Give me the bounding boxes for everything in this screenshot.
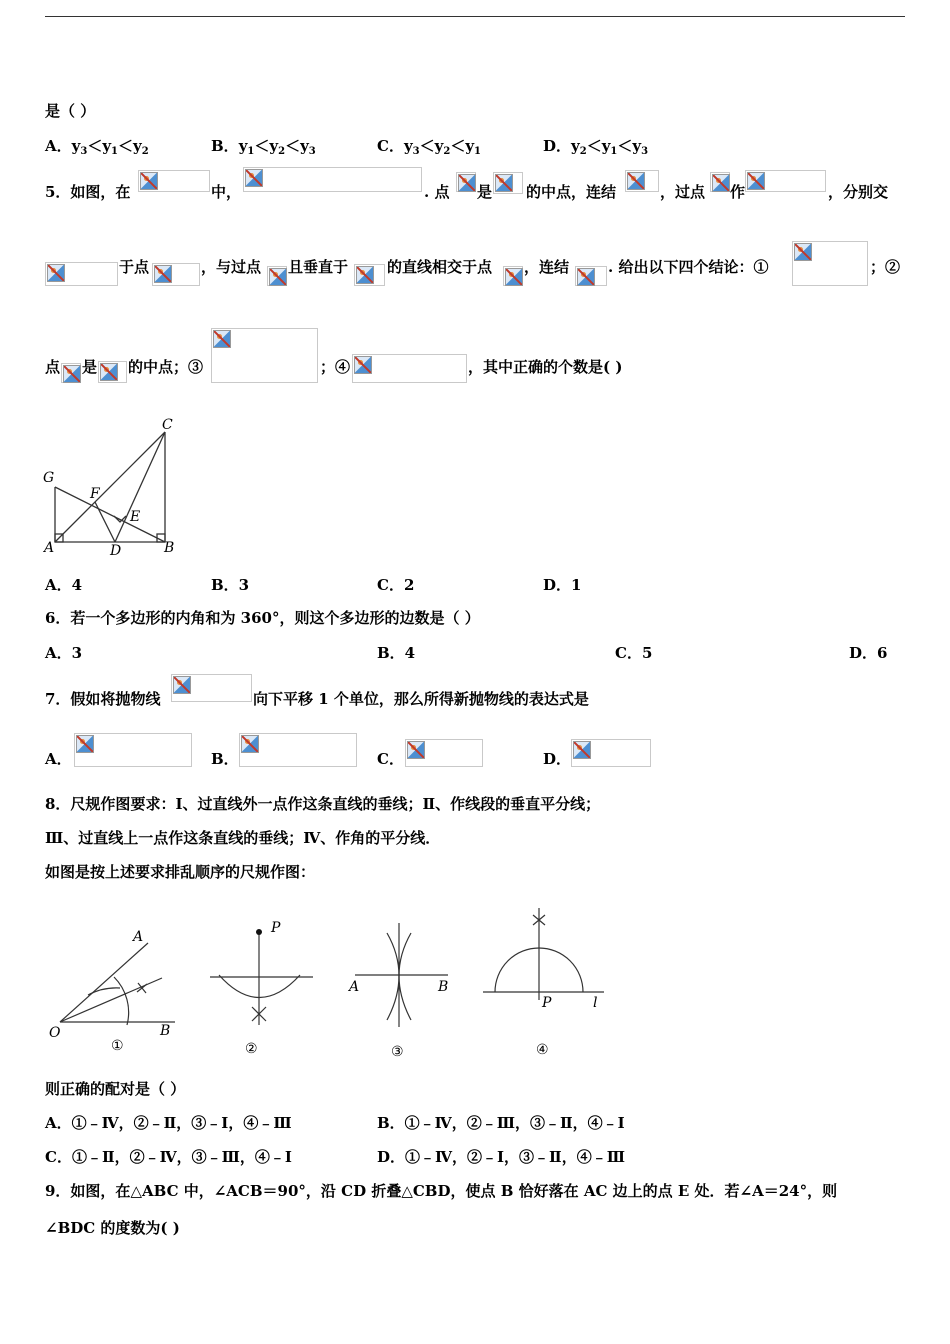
q4-option-a: A．$y_3<y_1<y_2$	[45, 137, 149, 157]
q5-text-17: 是	[82, 358, 98, 376]
broken-image-icon	[98, 361, 127, 383]
fig2-number: ②	[245, 1041, 258, 1057]
q5-geometry-figure	[40, 412, 190, 562]
q7-option-b: B．	[211, 750, 239, 768]
q5-text-4: 是	[477, 183, 493, 201]
fig-label-c: C	[162, 417, 173, 433]
q5-option-b: B．3	[211, 576, 250, 594]
q5-text-20: ，其中正确的个数是( )	[468, 358, 623, 376]
q5-text-16: 点	[45, 358, 61, 376]
fig1-label-a: A	[133, 929, 144, 945]
q5-text-15: ；②	[870, 258, 901, 276]
q5-text-3: . 点	[424, 183, 450, 201]
q5-option-c: C．2	[377, 576, 415, 594]
broken-image-icon	[571, 739, 651, 767]
q8-intro: 如图是按上述要求排乱顺序的尺规作图：	[45, 863, 316, 881]
fig-label-g: G	[43, 470, 55, 486]
q8-figure-3	[345, 915, 460, 1065]
q6-option-c: C．5	[615, 644, 653, 662]
broken-image-icon	[152, 263, 200, 286]
fig3-label-b: B	[438, 979, 449, 995]
broken-image-icon	[211, 328, 318, 383]
q9-question-2: ∠BDC 的度数为( )	[45, 1219, 180, 1237]
q5-text-19: ；④	[320, 358, 351, 376]
q5-option-d: D．1	[543, 576, 582, 594]
broken-image-icon	[405, 739, 483, 767]
fig1-label-o: O	[49, 1025, 61, 1041]
q4-option-d: D．$y_2<y_1<y_3$	[543, 137, 649, 157]
q7-option-d: D．	[543, 750, 572, 768]
broken-image-icon	[138, 170, 210, 192]
q5-text-13: ，连结	[524, 258, 570, 276]
q8-figure-2	[205, 915, 320, 1060]
q7-text-2: 向下平移 1 个单位，那么所得新抛物线的表达式是	[253, 690, 589, 708]
fig4-number: ④	[536, 1042, 549, 1058]
fig-label-a: A	[44, 540, 55, 556]
q5-option-a: A．4	[45, 576, 83, 594]
q6-option-b: B．4	[377, 644, 416, 662]
q5-text-6: ，过点	[660, 183, 706, 201]
q5-text-11: 且垂直于	[288, 258, 349, 276]
q4-option-c: C．$y_3<y_2<y_1$	[377, 137, 482, 157]
broken-image-icon	[45, 262, 118, 286]
broken-image-icon	[493, 172, 523, 194]
fig4-label-p: P	[542, 995, 552, 1011]
q7-text-1: 7．假如将抛物线	[45, 690, 161, 708]
fig4-label-l: l	[593, 995, 598, 1011]
q4-question-tail: 是（ ）	[45, 102, 96, 120]
fig1-label-b: B	[160, 1023, 171, 1039]
fig-label-e: E	[130, 509, 141, 525]
fig3-number: ③	[391, 1044, 404, 1060]
q8-question: 则正确的配对是（ ）	[45, 1080, 186, 1098]
broken-image-icon	[354, 264, 385, 286]
q5-text-10: ，与过点	[201, 258, 262, 276]
q8-requirements-1: 8．尺规作图要求：Ⅰ、过直线外一点作这条直线的垂线；Ⅱ、作线段的垂直平分线；	[45, 795, 601, 813]
broken-image-icon	[243, 167, 422, 192]
fig3-label-a: A	[349, 979, 360, 995]
broken-image-icon	[352, 354, 467, 383]
q8-option-a: A．①﹣Ⅳ，②﹣Ⅱ，③﹣Ⅰ，④﹣Ⅲ	[45, 1114, 292, 1132]
broken-image-icon	[267, 266, 287, 286]
fig1-number: ①	[111, 1038, 124, 1054]
q4-option-b: B．$y_1<y_2<y_3$	[211, 137, 316, 157]
broken-image-icon	[625, 170, 659, 192]
broken-image-icon	[710, 172, 730, 192]
q9-question-1: 9．如图，在△ABC 中，∠ACB＝90°，沿 CD 折叠△CBD，使点 B 恰好落在 AC 边上的点 E 处．若∠A＝24°，则	[45, 1182, 838, 1200]
q8-option-b: B．①﹣Ⅳ，②﹣Ⅲ，③﹣Ⅱ，④﹣Ⅰ	[377, 1114, 625, 1132]
broken-image-icon	[792, 241, 868, 286]
q8-requirements-2: Ⅲ、过直线上一点作这条直线的垂线；Ⅳ、作角的平分线．	[45, 829, 441, 847]
q5-text-14: . 给出以下四个结论：①	[608, 258, 769, 276]
q5-text-2: 中，	[211, 183, 242, 201]
q7-option-c: C．	[377, 750, 404, 768]
q5-text-7: 作	[730, 183, 746, 201]
q8-option-d: D．①﹣Ⅳ，②﹣Ⅰ，③﹣Ⅱ，④﹣Ⅲ	[377, 1148, 625, 1166]
top-rule	[45, 16, 905, 17]
q5-text-8: ，分别交	[828, 183, 889, 201]
q6-question: 6．若一个多边形的内角和为 360°，则这个多边形的边数是（ ）	[45, 609, 480, 627]
q5-text-12: 的直线相交于点	[387, 258, 493, 276]
broken-image-icon	[171, 674, 252, 702]
fig2-label-p: P	[271, 920, 281, 936]
fig-label-d: D	[110, 543, 122, 559]
q5-text-1: 5．如图，在	[45, 183, 131, 201]
broken-image-icon	[503, 266, 523, 286]
broken-image-icon	[61, 363, 81, 383]
broken-image-icon	[456, 172, 476, 192]
q5-text-9: 于点	[119, 258, 150, 276]
q5-text-5: 的中点，连结	[526, 183, 617, 201]
broken-image-icon	[575, 266, 607, 286]
q8-option-c: C．①﹣Ⅱ，②﹣Ⅳ，③﹣Ⅲ，④﹣Ⅰ	[45, 1148, 292, 1166]
q6-option-d: D．6	[849, 644, 888, 662]
q6-option-a: A．3	[45, 644, 83, 662]
q7-option-a: A．	[45, 750, 72, 768]
fig-label-f: F	[90, 486, 100, 502]
broken-image-icon	[745, 170, 826, 192]
broken-image-icon	[74, 733, 192, 767]
fig-label-b: B	[164, 540, 175, 556]
fig2-point-p	[256, 929, 262, 935]
q8-figure-4	[478, 900, 608, 1065]
q5-text-18: 的中点；③	[128, 358, 204, 376]
q8-figure-1	[45, 925, 185, 1060]
broken-image-icon	[239, 733, 357, 767]
